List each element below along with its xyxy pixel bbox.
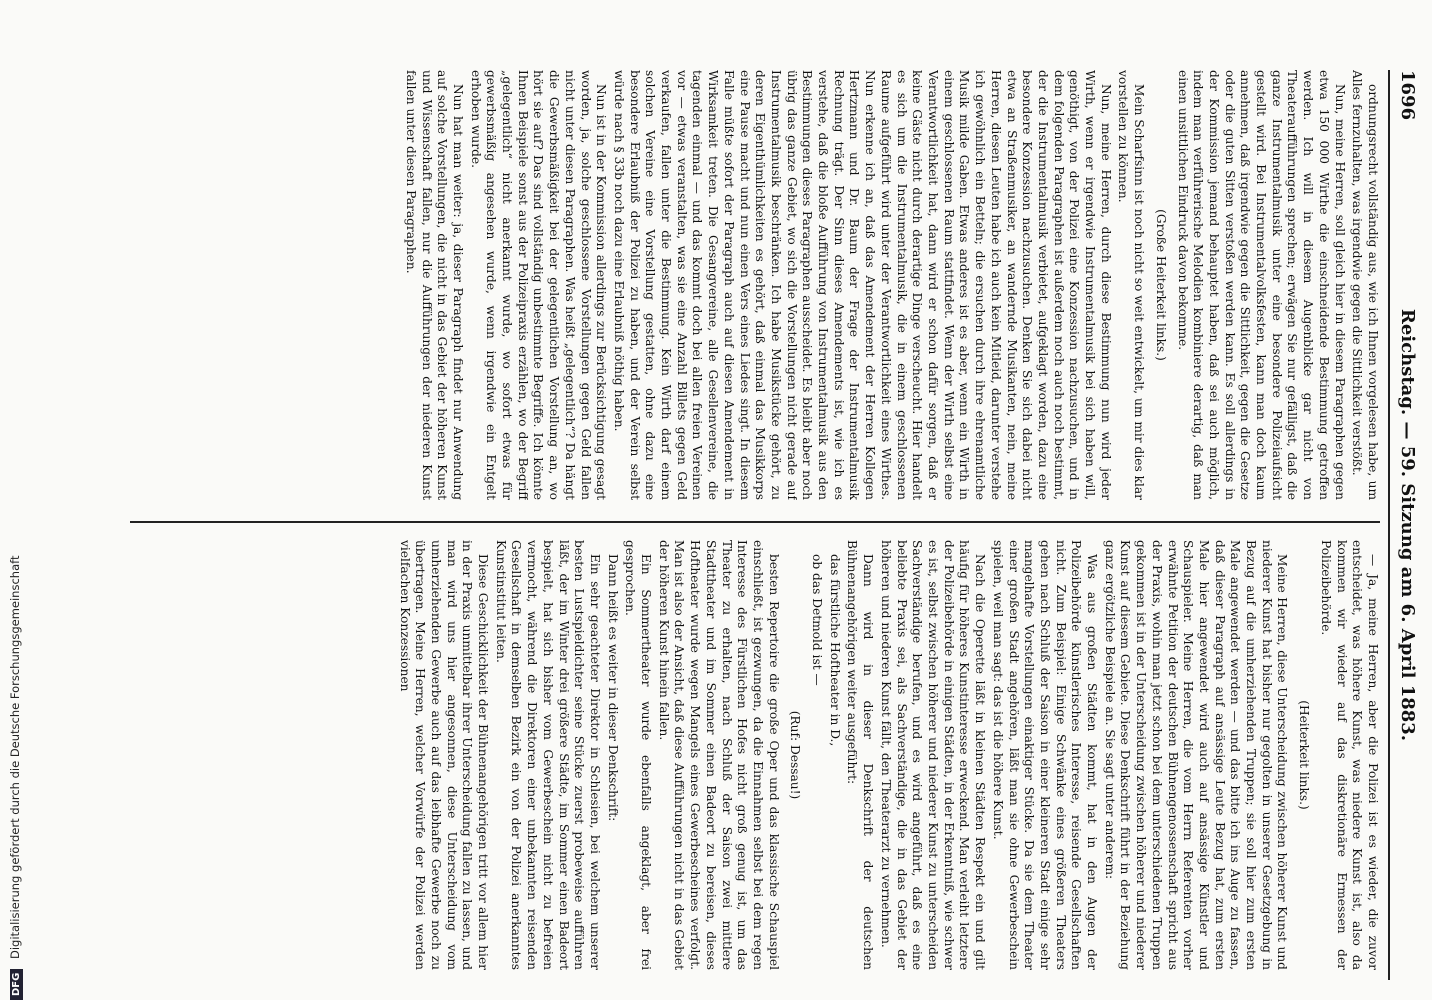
paragraph: Ein sehr geachteter Direktor in Schlesien, bei welchem unserer besten Lustspieldichter seine Stücke zuerst probeweise aufführen läßt, der im Winter drei größere Städte, im Sommer einen Badeort bespielt, hat sich bisher vom Gewerbeschein nicht zu befreien vermocht, während die Direktoren einer unbekannten reisenden Gesellschaft in demselben Bezirk ein von der Polizei anerkanntes Kunstinstitut leiten. <box>493 540 602 970</box>
left-column <box>130 70 1380 500</box>
paragraph: Was aus großen Städten kommt, hat in den Augen der Polizeibehörde künstlerisches Interesse, reisende Gesellschaften nicht. Zum Beispiel: Einige Schwänke eines größeren Theaters gehen nach Schluß der Saison in einer kleineren Stadt einige sehr mangelhafte Vorstellungen einaktiger Stücke. Da sie dem Theater einer großen Stadt angehören, läßt man sie ohne Gewerbeschein spielen, weil man sagt: das ist die höhere Kunst. <box>990 540 1100 970</box>
digitization-note <box>8 0 24 1000</box>
page-header <box>1390 70 1420 980</box>
page-number: 1696 <box>1397 70 1418 121</box>
paragraph: Nun ist in der Kommission allerdings zur Berücksichtigung gesagt worden, ja, solche geschlossene Vorstellungen gegen Geld fallen nicht unter diesen Paragraphen. Was heißt „gelegentlich“? Da hängt die Gewerbsmäßigkeit bei der gelegentlichen Vorstellung an, wo hört sie auf? Das sind vollständig unbestimmte Begriffe. Ich könnte Ihnen Beispiele sonst aus der Polizeipraxis erzählen, wo der Begriff „gelegentlich“ nicht anerkannt wurde, wo sofort etwas für gewerbsmäßig angesehen wurde, wenn irgendwie ein Entgelt erhoben wurde. <box>468 70 609 500</box>
paragraph: das fürstliche Hoftheater in D., <box>827 554 842 747</box>
right-column <box>130 540 1380 970</box>
paragraph: Nun, meine Herren, soll gleich hier in diesem Paragraphen gegen etwa 150 000 Wirthe die einschneidende Bestimmung getroffen werden. Ich will in diesem Augenblicke gar nicht von Theateraufführungen sprechen; erwägen Sie nur gefälligst, daß die ganze Instrumentalmusik unter eine besondere Polizeiaufsicht gestellt wird. Bei Instrumentalvolksfesten, kann man doch kaum annehmen, daß irgendwie gegen die Sittlichkeit, gegen die Gesetze oder die guten Sitten verstoßen werden kann. Es soll allerdings in der Kommission jemand behauptet haben, daß sei auch möglich, indem man verführerische Melodien kombiniere derartig, daß man einen unsittlichen Eindruck davon bekomme. <box>1175 70 1347 500</box>
paragraph: Nach die Operette läßt in kleinen Städten Respekt ein und gilt häufig für höheres Kunstinteresse erweckend. Man verleiht letztere der Polizeibehörde in einigen Städten, in der Erkenntniß, wie schwer es ist, selbst zwischen höherer und niederer Kunst zu unterscheiden Sachverständige berufen, und es wird angeführt, daß es eine beliebte Praxis sei, als Sachverständige, die in das Gebiet der höheren und niederen Kunst fällt, den Theaterarzt zu vernehmen. <box>878 540 988 970</box>
header-rule <box>1388 70 1390 980</box>
paragraph: (Heiterkeit links.) <box>1297 700 1312 810</box>
paragraph: ordnungsrecht vollständig aus, wie ich Ihnen vorgelesen habe, um Alles fernzuhalten, was irgendwie gegen die Sittlichkeit verstößt. <box>1350 70 1380 500</box>
paragraph: ob das Detmold ist — <box>810 554 825 686</box>
paragraph: Dann heißt es weiter in dieser Denkschrift: <box>605 554 620 822</box>
dfg-logo: DFG <box>10 969 23 1000</box>
paragraph: (Ruf: Dessau!) <box>788 710 803 800</box>
paragraph: Nun hat man weiter: ja, dieser Paragraph findet nur Anwendung auf solche Vorstellungen, die nicht in das Gebiet der höheren Kunst und Wissenschaft fallen, nur die Aufführungen der niederen Kunst fallen unter diesen Paragraphen. <box>403 70 465 500</box>
column-rule <box>130 521 1380 523</box>
paragraph: — Ja, meine Herren, aber die Polizei ist es wieder, die zuvor entscheidet, was höhere Kunst, was niedere Kunst ist, also da kommen wir wieder auf das diskretionäre Ermessen der Polizeibehörde. <box>1318 540 1380 970</box>
paragraph: Mein Scharfsinn ist noch nicht so weit entwickelt, um mir dies klar vorstellen zu können. <box>1116 70 1147 500</box>
paragraph: Dann wird in dieser Denkschrift der deutschen Bühnenangehörigen weiter ausgeführt: <box>845 540 876 970</box>
digitization-note-text: Digitalisierung gefördert durch die Deutsche Forschungsgemeinschaft <box>8 555 22 959</box>
paragraph: besten Repertoire die große Oper und das klassische Schauspiel einschließt, ist gezwungen, da die Einnahmen selbst bei dem regen Interesse des Fürstlichen Hofes nicht groß genug ist, um das Theater zu erhalten, nach Schluß der Saison zwei mittlere Stadttheater und im Sommer einen Badeort zu bereisen, dieses Hoftheater wurde wegen Mangels eines Gewerbescheines verfolgt. Man ist also der Ansicht, daß diese Aufführungen nicht in das Gebiet der höheren Kunst hinein fallen. <box>656 540 781 970</box>
paragraph: Nun, meine Herren, durch diese Bestimmung nun wird jeder Wirth, wenn er irgendwie Instrumentalmusik bei sich haben will, genöthigt, von der Polizei eine Konzession nachzusuchen, und in dem folgenden Paragraphen ist außerdem noch auch noch bestimmt, der die Instrumentalmusik verbietet, aufgeklagt worden, dazu eine besondere Konzession nachzusuchen. Denken Sie sich dabei nicht etwa an Straßenmusiker, an wandernde Musikanten, nein, meine Herren, diesen Leuten habe ich auch kein Mitleid, darunter verstehe ich gewöhnlich ein Betteln; die ersuchen durch ihre ehrenamtliche Musik milde Gaben. Etwas anderes ist es aber, wenn ein Wirth in einem geschlossenen Raum stattfindet. Wenn der Wirth selbst eine Verantwortlichkeit hat, dann wird er schon dafür sorgen, daß er keine Gäste nicht durch derartige Dinge verscheucht. Hier handelt es sich um die Instrumentalmusik, die in einem geschlossenen Raume aufgeführt wird unter der Verantwortlichkeit eines Wirthes. Nun erkenne ich an, daß das Amendement der Herren Kollegen Hertzmann und Dr. Baum der Frage der Instrumentalmusik Rechnung trägt. Der Sinn dieses Amendements ist, wie ich es verstehe, daß die bloße Aufführung von Instrumentalmusik aus den Bestimmungen dieses Paragraphen ausscheidet. Es bleibt aber noch übrig das ganze Gebiet, wo sich die Vorstellungen nicht gerade auf Instrumentalmusik beschränken. Ich habe Musikstücke gehört, zu deren Eigenthümlichkeiten es gehört, daß einmal das Musikkorps eine Pause macht und nun einen Vers eines Liedes singt. In diesem Falle müßte sofort der Paragraph auch auf diesen Amendement in Wirksamkeit treten. Die Gesangvereine, alle Gesellenvereine, die tagenden einmal — und das kommt doch bei allen freien Vereinen vor — etwas veranstalten, was sie eine Anzahl Billets gegen Geld verkaufen, fallen unter die Bestimmung. Kein Wirth darf einem solchen Vereine eine Vorstellung gestatten, ohne dazu eine besondere Erlaubniß der Polizei zu haben, und der Verein selbst würde nach § 33b noch dazu eine Erlaubniß nöthig haben. <box>611 70 1113 500</box>
rotated-page-content <box>115 70 1420 980</box>
paragraph: Meine Herren, diese Unterscheidung zwischen höherer Kunst und niederer Kunst hat bisher nur gegolten in unserer Gesetzgebung in Bezug auf die umherziehenden Truppen; sie soll hier zum ersten Male angewendet werden — und das bitte ich ins Auge zu fassen, daß dieser Paragraph auf ansässige Leute Bezug hat, zum ersten Male hier angewendet wird auch auf ansässige Künstler und Schauspieler. Meine Herren, die vom Herrn Referenten vorher erwähnte Petition der deutschen Bühnengenossenschaft spricht aus der Praxis, wohin man jetzt schon bei dem unterschiedenen Truppen gekommen ist in der Unterscheidung zwischen höherer und niederer Kunst auf diesem Gebiete. Diese Denkschrift führt in der Beziehung ganz ergötzliche Beispiele an. Sie sagt unter anderem: <box>1102 540 1290 970</box>
paragraph: (Große Heiterkeit links.) <box>1153 209 1168 361</box>
running-head: Reichstag. — 59. Sitzung am 6. April 1883. <box>1397 308 1418 742</box>
paragraph: Ein Sommertheater wurde ebenfalls angeklagt, aber frei gesprochen. <box>623 540 654 970</box>
paragraph: Diese Geschicklichkeit der Bühnenangehörigen tritt vor allem hier in der Praxis unmittelbar ihrer Unterscheidung fallen zu lassen, und man wird uns hier angesonnen, diese Unterscheidung vom umherziehenden Gewerbe auch auf das leibhafte Gewerbe noch zu übertragen. Meine Herren, welcher Vorwürfe der Polizei werden vielfachen Konzessionen <box>397 540 491 970</box>
